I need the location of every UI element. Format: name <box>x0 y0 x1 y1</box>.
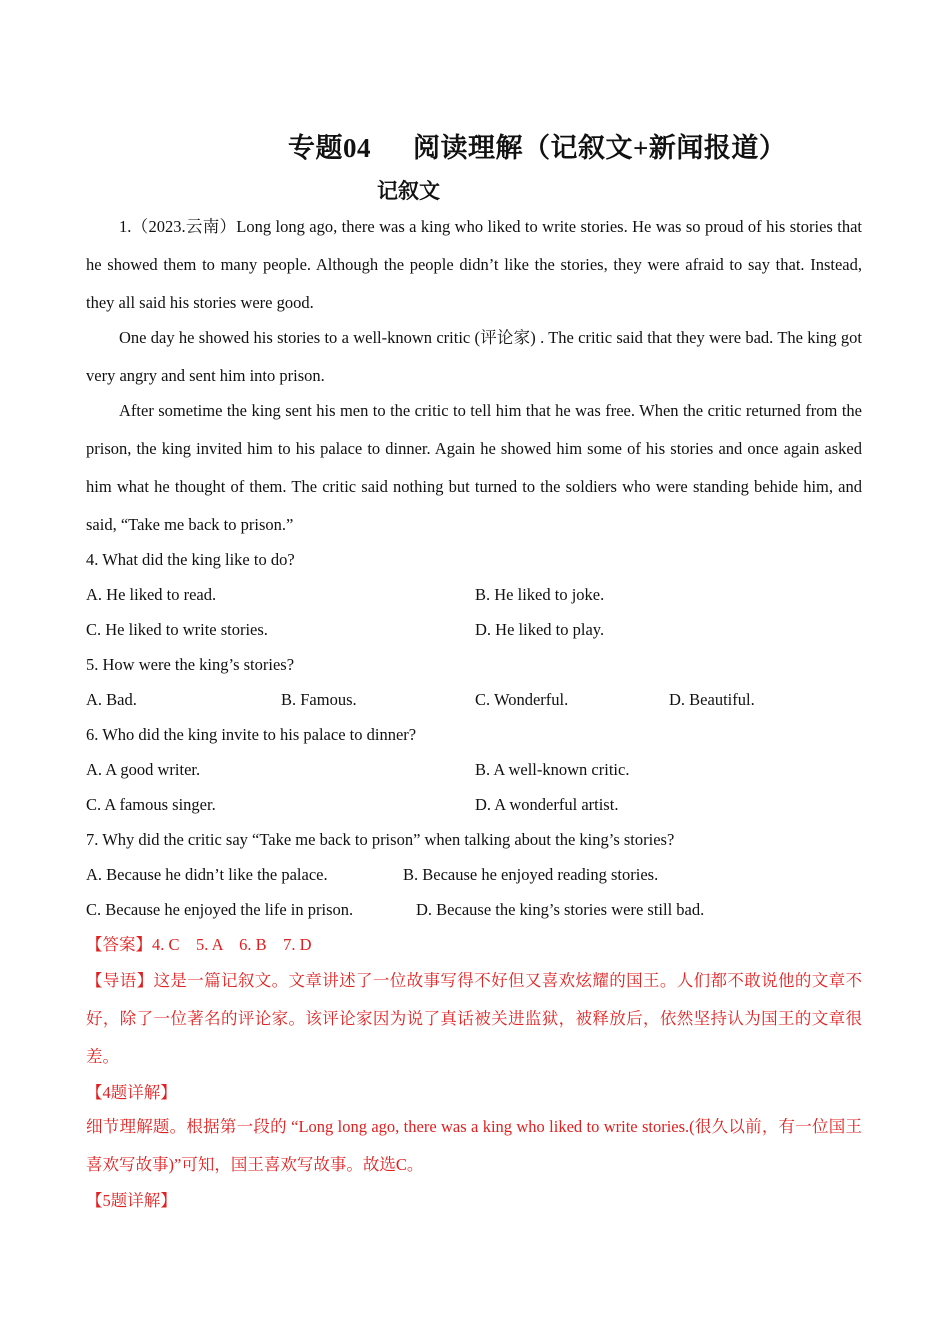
question-7-option-b: B. Because he enjoyed reading stories. <box>403 865 659 884</box>
question-6-stem: 6. Who did the king invite to his palace to dinner? <box>86 725 417 744</box>
passage-paragraph-3: After sometime the king sent his men to the critic to tell him that he was free. When the critic returned from the prison, the king invited him to his palace to dinner. Again he showed him some of his stories and once again asked him what he thought of them. The critic said nothing but turned to the soldiers who were standing behide him, and said, “Take me back to prison.” <box>86 401 862 534</box>
question-7-stem: 7. Why did the critic say “Take me back to prison” when talking about the king’s stories? <box>86 830 675 849</box>
question-4-option-c: C. He liked to write stories. <box>86 620 268 639</box>
detail-4-heading: 【4题详解】 <box>86 1083 177 1102</box>
detail-4-paragraph: 细节理解题。根据第一段的 “Long long ago, there was a king who liked to write stories.(很久以前，有一位国王喜欢写故事)”可知，国王喜欢写故事。故选C。 <box>86 1117 862 1174</box>
question-4-option-a: A. He liked to read. <box>86 585 217 604</box>
question-6-option-a: A. A good writer. <box>86 760 201 779</box>
question-6-option-b: B. A well-known critic. <box>475 760 630 779</box>
question-6-option-c: C. A famous singer. <box>86 795 216 814</box>
question-5-option-b: B. Famous. <box>281 690 357 709</box>
question-5-option-d: D. Beautiful. <box>669 690 755 709</box>
question-5-option-c: C. Wonderful. <box>475 690 569 709</box>
question-6-option-d: D. A wonderful artist. <box>475 795 619 814</box>
title-topic-name: 阅读理解（记叙文+新闻报道） <box>413 133 787 163</box>
question-4-stem: 4. What did the king like to do? <box>86 550 295 569</box>
passage-paragraph-2: One day he showed his stories to a well-known critic (评论家) . The critic said that they were bad. The king got very angry and sent him into prison. <box>86 328 862 385</box>
page-title <box>288 126 786 165</box>
question-7-option-a: A. Because he didn’t like the palace. <box>86 865 328 884</box>
answer-key: 【答案】4. C 5. A 6. B 7. D <box>86 935 312 954</box>
question-4-option-d: D. He liked to play. <box>475 620 605 639</box>
question-4-option-b: B. He liked to joke. <box>475 585 605 604</box>
title-topic-number: 专题04 <box>288 133 371 163</box>
question-7-option-d: D. Because the king’s stories were still bad. <box>416 900 705 919</box>
section-subtitle: 记叙文 <box>377 179 440 203</box>
question-5-stem: 5. How were the king’s stories? <box>86 655 295 674</box>
guide-paragraph: 【导语】这是一篇记叙文。文章讲述了一位故事写得不好但又喜欢炫耀的国王。人们都不敢说他的文章不好，除了一位著名的评论家。该评论家因为说了真话被关进监狱，被释放后，依然坚持认为国王的文章很差。 <box>86 971 862 1066</box>
question-5-option-a: A. Bad. <box>86 690 137 709</box>
detail-5-heading: 【5题详解】 <box>86 1191 177 1210</box>
passage-paragraph-1: 1.（2023.云南）Long long ago, there was a king who liked to write stories. He was so proud of his stories that he showed them to many people. Although the people didn’t like the stories, they were afraid to say that. Instead, they all said his stories were good. <box>86 217 862 312</box>
question-7-option-c: C. Because he enjoyed the life in prison. <box>86 900 354 919</box>
